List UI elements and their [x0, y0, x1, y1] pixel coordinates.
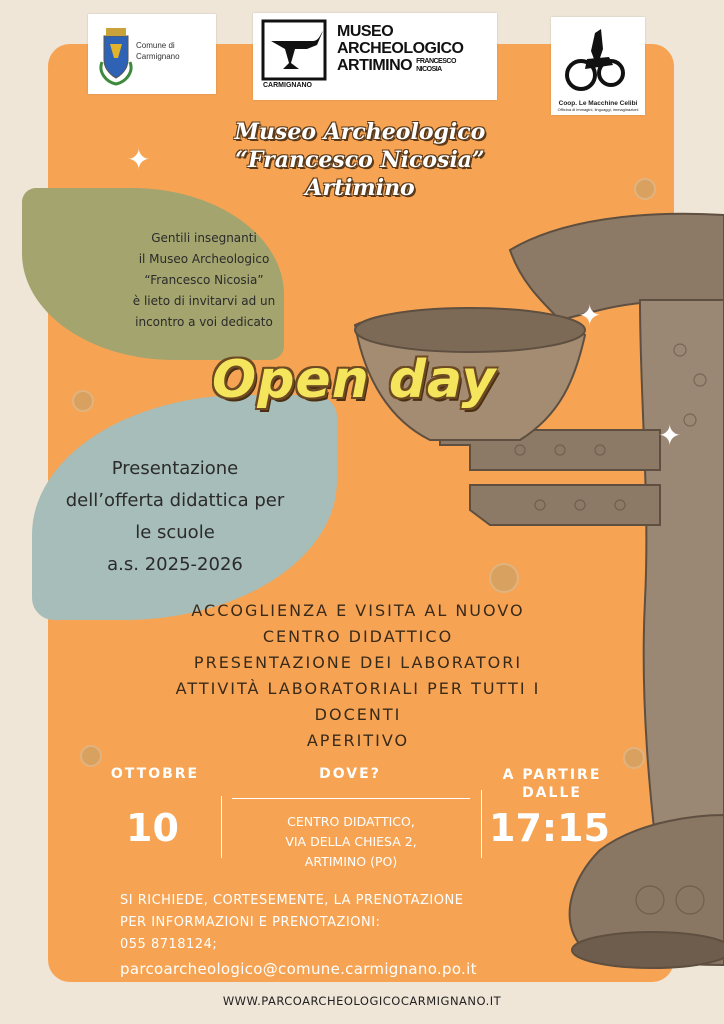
booking-info: [120, 890, 477, 980]
presentation-line-3: le scuole: [135, 522, 215, 543]
activity-item: ACCOGLIENZA E VISITA AL NUOVO: [191, 601, 525, 620]
booking-note: SI RICHIEDE, CORTESEMENTE, LA PRENOTAZIONE: [120, 893, 464, 908]
invite-text: [100, 228, 308, 333]
phone-number[interactable]: 055 8718124;: [120, 937, 218, 952]
presentation-line-1: Presentazione: [111, 458, 239, 479]
title-line-2: “Francesco Nicosia”: [235, 147, 485, 173]
museo-sub-a: FRANCESCO: [416, 57, 456, 65]
address-line-2: VIA DELLA CHIESA 2,: [285, 834, 417, 849]
invite-line-3: “Francesco Nicosia”: [144, 273, 264, 287]
decorative-dot: [623, 747, 645, 769]
where-underline: [232, 798, 470, 799]
museo-line-3: ARTIMINO: [337, 57, 413, 74]
coat-of-arms-icon: [96, 22, 136, 86]
comune-logo: [88, 14, 216, 94]
address-line-1: CENTRO DIDATTICO,: [287, 814, 415, 829]
activity-item: CENTRO DIDATTICO: [262, 627, 454, 646]
title-line-3: Artimino: [305, 175, 415, 201]
activities-list: [118, 598, 598, 754]
museo-logo: [253, 13, 497, 100]
activity-item: APERITIVO: [306, 731, 410, 750]
activity-item: PRESENTAZIONE DEI LABORATORI: [193, 653, 523, 672]
sparkle-icon: ✦: [658, 419, 682, 452]
presentation-line-2: dell’offerta didattica per: [65, 490, 285, 511]
activity-item: DOCENTI: [314, 705, 402, 724]
divider: [221, 796, 222, 858]
month-label: OTTOBRE: [110, 766, 200, 782]
comune-line-2: Carmignano: [136, 52, 180, 61]
coop-tagline: Officina di immagini, linguaggi, immaginazioni: [557, 107, 639, 112]
coop-name-text: Coop. Le Macchine Celibi: [558, 100, 638, 107]
invite-line-5: incontro a voi dedicato: [135, 315, 273, 329]
museo-line-1: MUSEO: [337, 23, 394, 40]
comune-line-1: Comune di: [136, 41, 175, 50]
decorative-dot: [634, 178, 656, 200]
invite-line-4: è lieto di invitarvi ad un: [132, 294, 276, 308]
activity-item: ATTIVITÀ LABORATORIALI PER TUTTI I: [175, 679, 541, 698]
museo-sub-b: NICOSIA: [416, 65, 442, 73]
booking-info-label: PER INFORMAZIONI E PRENOTAZIONI:: [120, 915, 381, 930]
comune-name: [136, 40, 210, 62]
bird-vessel-icon: [261, 19, 331, 85]
divider: [481, 790, 482, 858]
museum-title: [150, 118, 570, 202]
sparkle-icon: ✦: [578, 299, 602, 332]
invite-line-2: il Museo Archeologico: [138, 252, 270, 266]
title-line-1: Museo Archeologico: [234, 119, 486, 145]
coop-logo: [551, 17, 645, 115]
sparkle-icon: ✦: [127, 143, 151, 176]
address-line-3: ARTIMINO (PO): [304, 854, 398, 869]
time-label: [487, 766, 617, 802]
decorative-dot: [80, 745, 102, 767]
museo-line-2: ARCHEOLOGICO: [337, 40, 464, 57]
museo-under-label: CARMIGNANO: [263, 82, 312, 89]
presentation-line-4: a.s. 2025-2026: [107, 554, 243, 575]
museo-name: [337, 23, 463, 74]
open-day-heading: Open day: [212, 350, 497, 410]
coop-name: [551, 100, 645, 112]
presentation-text: [30, 453, 320, 581]
start-time: 17:15: [489, 806, 610, 850]
time-label-line-2: DALLE: [522, 785, 582, 801]
event-day: 10: [126, 806, 179, 850]
website-link[interactable]: WWW.PARCOARCHEOLOGICOCARMIGNANO.IT: [222, 994, 502, 1008]
where-address: [232, 812, 470, 872]
decorative-dot: [489, 563, 519, 593]
machine-figure-icon: [551, 19, 645, 99]
decorative-dot: [72, 390, 94, 412]
email-link[interactable]: parcoarcheologico@comune.carmignano.po.it: [120, 960, 477, 978]
time-label-line-1: A PARTIRE: [502, 767, 602, 783]
invite-line-1: Gentili insegnanti: [151, 231, 257, 245]
where-label: DOVE?: [319, 766, 381, 782]
